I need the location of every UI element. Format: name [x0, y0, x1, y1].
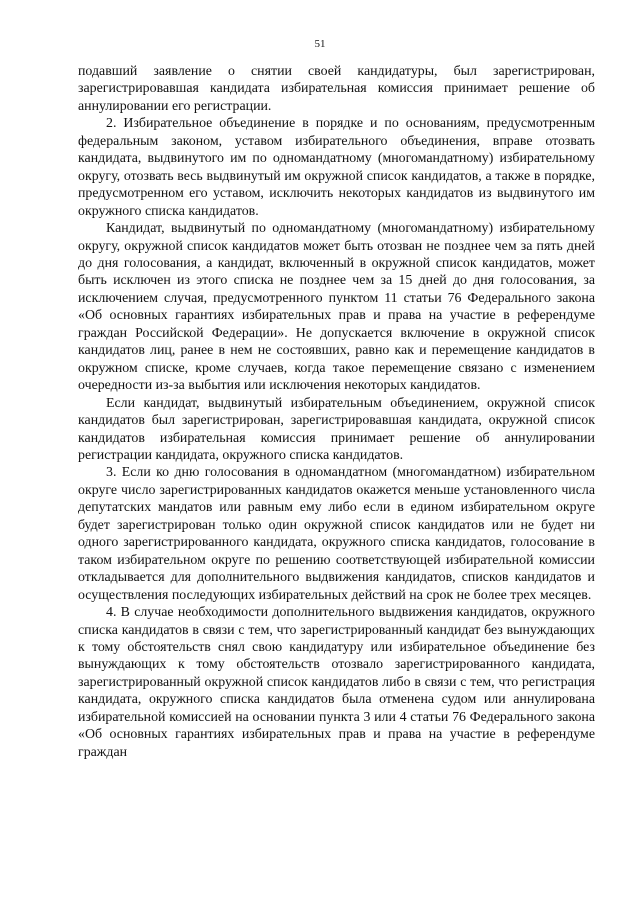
paragraph-item-3: 3. Если ко дню голосования в одномандатном (многомандатном) избирательном округе число зарегистрированных кандидатов окажется меньше установленного числа депутатских мандатов или равным ему либо если в едином избирательном округе будет зарегистрирован только один окружной список кандидатов или не будет ни одного зарегистрированного кандидата, окружного списка кандидатов, голосование в таком избирательном округе по решению соответствующей избирательной комиссии откладывается для дополнительного выдвижения кандидатов, списков кандидатов и осуществления последующих избирательных действий на срок не более трех месяцев.	[78, 465, 595, 603]
paragraph-annulment: Если кандидат, выдвинутый избирательным объединением, окружной список кандидатов был зарегистрирован, зарегистрировавшая кандидата, окружной список кандидатов избирательная комиссия принимает решение об аннулировании регистрации кандидата, окружного списка кандидатов.	[78, 395, 595, 463]
paragraph-item-4: 4. В случае необходимости дополнительного выдвижения кандидатов, окружного списка кандидатов в связи с тем, что зарегистрированный кандидат без вынуждающих к тому обстоятельств снял свою кандидатуру или избирательное объединение без вынуждающих к тому обстоятельств отозвало зарегистрированного кандидата, зарегистрированный окружной список кандидатов либо в связи с тем, что регистрация кандидата, окружного списка кандидатов была отменена судом или аннулирована избирательной комиссией на основании пункта 3 или 4 статьи 76 Федерального закона «Об основных гарантиях избирательных прав и права на участие в референдуме граждан	[78, 605, 595, 760]
paragraph-item-2: 2. Избирательное объединение в порядке и по основаниям, предусмотренным федеральным законом, уставом избирательного объединения, вправе отозвать кандидата, выдвинутого им по одномандатному (многомандатному) избирательному округу, отозвать весь выдвинутый им окружной список кандидатов, а также в порядке, предусмотренном его уставом, исключить некоторых кандидатов из выдвинутого им окружного списка кандидатов.	[78, 116, 595, 219]
page-number: 51	[314, 38, 326, 50]
document-body	[78, 63, 595, 761]
paragraph-recall-terms: Кандидат, выдвинутый по одномандатному (многомандатному) избирательному округу, окружной список кандидатов может быть отозван не позднее чем за пять дней до дня голосования, а кандидат, включенный в окружной список кандидатов, может быть исключен из этого списка не позднее чем за 15 дней до дня голосования, за исключением случая, предусмотренного пунктом 11 статьи 76 Федерального закона «Об основных гарантиях избирательных прав и права на участие в референдуме граждан Российской Федерации». Не допускается включение в окружной список кандидатов лиц, ранее в нем не состоявших, равно как и перемещение кандидатов в окружном списке, кроме случаев, когда такое перемещение связано с изменением очередности из-за выбытия или исключения некоторых кандидатов.	[78, 221, 595, 394]
paragraph-continuation: подавший заявление о снятии своей кандидатуры, был зарегистрирован, зарегистрировавшая кандидата избирательная комиссия принимает решение об аннулировании его регистрации.	[78, 64, 595, 114]
